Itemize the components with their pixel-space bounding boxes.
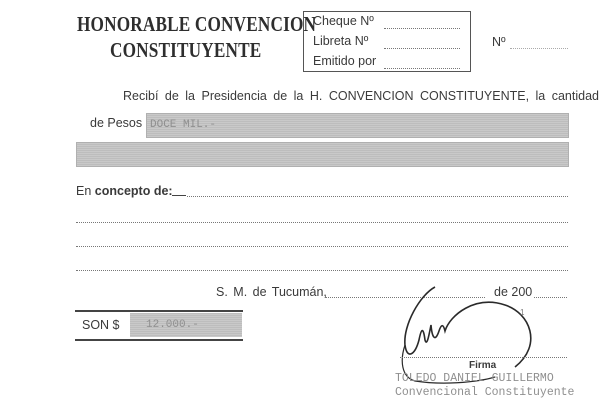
pesos-label: de Pesos [90, 116, 143, 130]
receipt-number-label: Nº [492, 35, 506, 49]
signatory-name: TOLEDO DANIEL GUILLERMO [395, 372, 554, 385]
svg-text:1: 1 [520, 308, 525, 317]
concepto-line-1[interactable] [187, 196, 568, 197]
concepto-underline [172, 195, 186, 196]
pesos-amount-continuation-field[interactable] [76, 142, 569, 167]
year-label: de 200 [494, 285, 533, 299]
concepto-line-2[interactable] [76, 222, 568, 223]
son-amount-field[interactable] [130, 313, 242, 337]
concepto-label-text: concepto de: [94, 184, 173, 198]
header-title-line2: CONSTITUYENTE [110, 38, 262, 62]
cheque-label: Cheque Nº [313, 14, 374, 28]
receipt-number-field[interactable] [510, 48, 568, 49]
signature-line[interactable] [400, 357, 567, 358]
place-label: S. M. de Tucumán, [216, 285, 327, 299]
concepto-label [76, 184, 173, 198]
concepto-line-4[interactable] [76, 270, 568, 271]
pesos-amount-field[interactable] [146, 113, 569, 138]
concepto-line-3[interactable] [76, 246, 568, 247]
received-text: Recibí de la Presidencia de la H. CONVENCION CONSTITUYENTE, la cantidad [123, 89, 599, 103]
signatory-role: Convencional Constituyente [395, 386, 575, 399]
libreta-field[interactable] [384, 48, 460, 49]
emitido-label: Emitido por [313, 54, 377, 68]
concepto-label-en: En [76, 184, 92, 198]
son-top-rule [75, 310, 243, 312]
son-label: SON $ [82, 318, 120, 332]
son-bottom-rule [75, 339, 243, 341]
pesos-amount-text: DOCE MIL.- [150, 119, 217, 131]
cheque-field[interactable] [384, 28, 460, 29]
libreta-label: Libreta Nº [313, 34, 369, 48]
header-title-line1: HONORABLE CONVENCION [77, 12, 317, 36]
son-amount-text: 12.000.- [146, 319, 199, 331]
signature-label: Firma [469, 360, 497, 371]
emitido-field[interactable] [384, 68, 460, 69]
